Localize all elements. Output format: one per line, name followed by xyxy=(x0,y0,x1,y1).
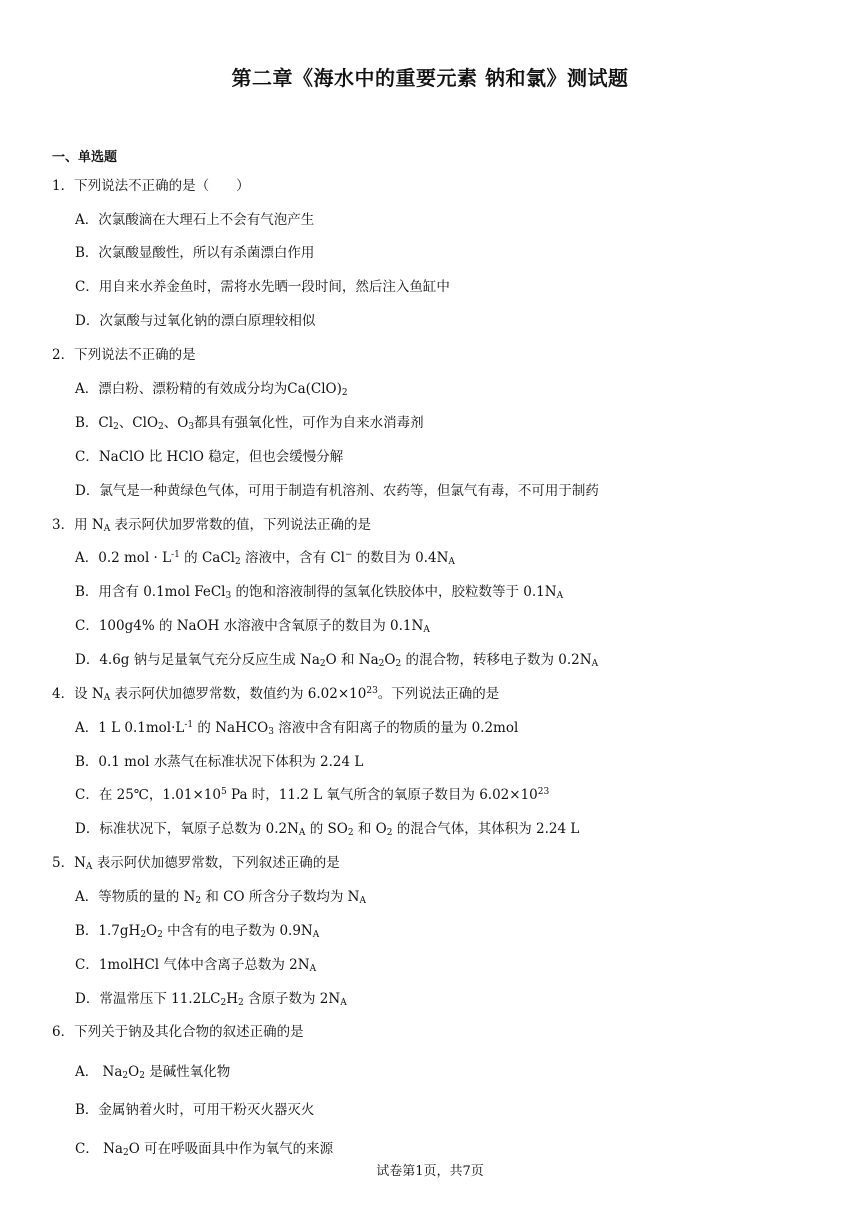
question-1-option-b: B．次氯酸显酸性，所以有杀菌漂白作用 xyxy=(75,245,315,261)
question-3-option-a: A．0.2 mol · $L^{-1}$ 的 CaCl$_2$ 溶液中，含有 Cl− 的数目为 $0.4N_A$ xyxy=(75,550,455,567)
question-2-option-a: A．漂白粉、漂粉精的有效成分均为$Ca(ClO)_2$ xyxy=(75,381,348,398)
question-6-option-b: B．金属钠着火时，可用干粉灭火器灭火 xyxy=(75,1102,315,1118)
question-5-stem: 5．$N_A$ 表示阿伏加德罗常数，下列叙述正确的是 xyxy=(52,855,340,872)
question-2-option-b: B．$Cl_2$、ClO$_2$、$O_3$都具有强氧化性，可作为自来水消毒剂 xyxy=(75,415,424,432)
question-2-option-d: D．氯气是一种黄绿色气体，可用于制造有机溶剂、农药等，但氯气有毒，不可用于制药 xyxy=(75,483,599,499)
question-2-stem: 2．下列说法不正确的是 xyxy=(52,347,196,363)
question-6-stem: 6．下列关于钠及其化合物的叙述正确的是 xyxy=(52,1024,304,1040)
question-1-option-a: A．次氯酸滴在大理石上不会有气泡产生 xyxy=(75,212,315,228)
page-footer: 试卷第1页，共7页 xyxy=(376,1164,484,1179)
question-1-option-c: C．用自来水养金鱼时，需将水先晒一段时间，然后注入鱼缸中 xyxy=(75,279,450,295)
question-5-option-a: A．等物质的量的 $N_2$ 和 CO 所含分子数均为 $N_A$ xyxy=(75,889,366,906)
question-5-option-d: D．常温常压下 $11.2LC_2H_2$ 含原子数为 $2N_A$ xyxy=(75,991,347,1008)
question-2-option-c: C．NaClO 比 HClO 稳定，但也会缓慢分解 xyxy=(75,449,344,465)
question-4-stem: 4．设 $N_A$ 表示阿伏加德罗常数，数值约为 $6.02\times 10^{23}$。下列说法正确的是 xyxy=(52,686,500,703)
question-3-option-d: D．4.6g 钠与足量氧气充分反应生成 $Na_2O$ 和 $Na_2O_2$ 的混合物，转移电子数为 $0.2N_A$ xyxy=(75,652,599,669)
question-5-option-b: B．$1.7gH_2O_2$ 中含有的电子数为 $0.9N_A$ xyxy=(75,923,320,940)
question-4-option-c: C．在 25℃，$1.01\times 10^5$ Pa 时，11.2 L 氧气所含的氧原子数目为 $6.02\times 10^{23}$ xyxy=(75,787,550,803)
question-1-option-d: D．次氯酸与过氧化钠的漂白原理较相似 xyxy=(75,313,316,329)
section-heading: 一、单选题 xyxy=(52,150,118,165)
question-5-option-c: C．1molHCl 气体中含离子总数为 $2N_A$ xyxy=(75,957,317,974)
page-title: 第二章《海水中的重要元素 钠和氯》测试题 xyxy=(231,66,629,90)
question-3-stem: 3．用 $N_A$ 表示阿伏加罗常数的值，下列说法正确的是 xyxy=(52,517,371,534)
question-4-option-a: A．1 L $0.1mol\cdot L^{-1}$ 的 NaHCO$_3$ 溶液中含有阳离子的物质的量为 0.2mol xyxy=(75,720,519,737)
question-3-option-c: C．100g4% 的 NaOH 水溶液中含氧原子的数目为 $0.1N_A$ xyxy=(75,618,430,635)
question-4-option-d: D．标准状况下，氧原子总数为 $0.2N_A$ 的 $SO_2$ 和 $O_2$ 的混合气体，其体积为 2.24 L xyxy=(75,821,580,838)
question-6-option-c: C． $Na_2O$ 可在呼吸面具中作为氧气的来源 xyxy=(75,1141,334,1158)
question-3-option-b: B．用含有 0.1mol FeCl$_3$ 的饱和溶液制得的氢氧化铁胶体中，胶粒数等于 $0.1N_A$ xyxy=(75,584,564,601)
question-6-option-a: A． $Na_2O_2$ 是碱性氧化物 xyxy=(75,1064,231,1081)
question-4-option-b: B．0.1 mol 水蒸气在标准状况下体积为 2.24 L xyxy=(75,754,364,770)
question-1-stem: 1．下列说法不正确的是（ ） xyxy=(52,178,250,194)
